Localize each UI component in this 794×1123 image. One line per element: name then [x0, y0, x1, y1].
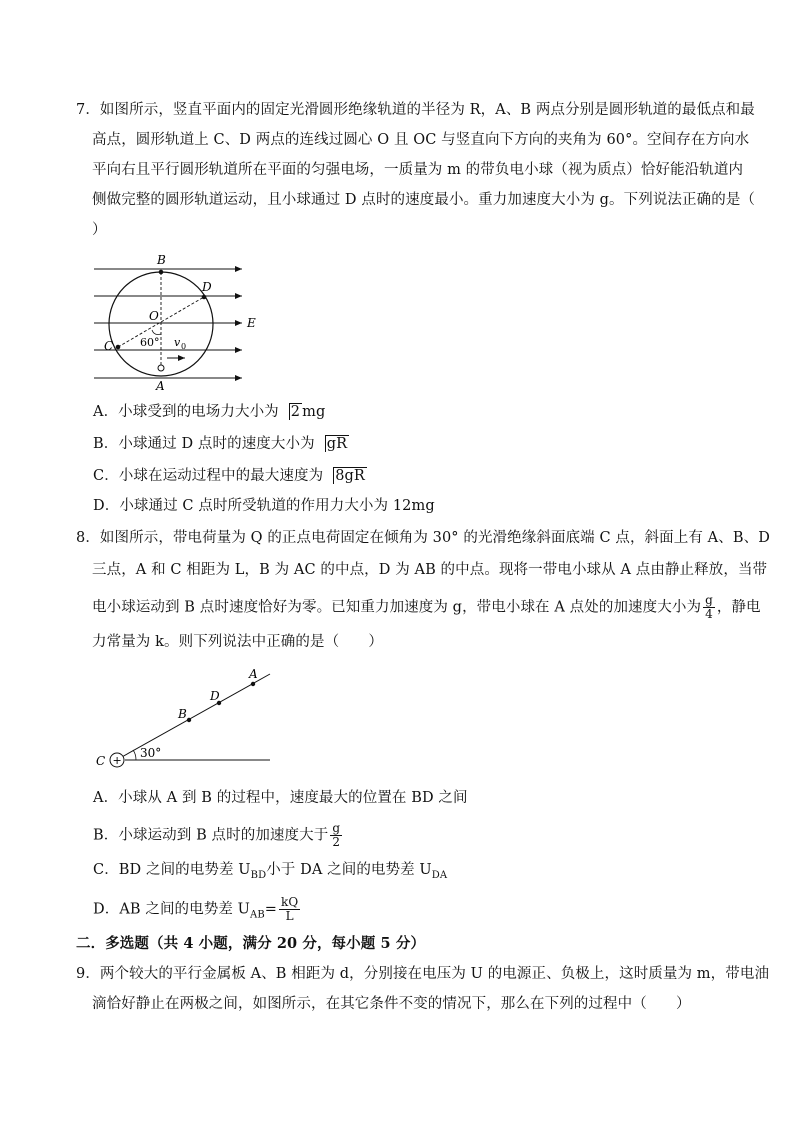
subscript-da: DA	[431, 869, 448, 881]
q7-line-1: 7．如图所示，竖直平面内的固定光滑圆形绝缘轨道的半径为 R，A、B 两点分别是圆形轨道的最低点和最	[76, 102, 755, 118]
q7-option-c	[93, 466, 367, 486]
label-60deg: 60°	[140, 336, 160, 349]
fraction-g-over-2	[330, 822, 342, 849]
frac-denominator: 2	[332, 835, 341, 849]
label-o: O	[149, 309, 159, 323]
label-v-sub: 0	[181, 342, 187, 351]
q7-option-a-unit: mg	[302, 404, 326, 420]
q8-option-a: A．小球从 A 到 B 的过程中，速度最大的位置在 BD 之间	[93, 790, 468, 806]
q7-line-3: 平向右且平行圆形轨道所在平面的匀强电场，一质量为 m 的带负电小球（视为质点）恰好能沿轨道内	[92, 162, 744, 178]
q7-option-a	[93, 402, 325, 422]
subscript-ab: AB	[250, 909, 265, 921]
q7-option-b	[93, 434, 349, 454]
q7-option-d: D．小球通过 C 点时所受轨道的作用力大小为 12mg	[93, 498, 435, 514]
q8-option-b	[93, 822, 344, 849]
label-d: D	[202, 280, 212, 294]
q8-line-4: 力常量为 k。则下列说法中正确的是（ ）	[92, 634, 383, 650]
q7-option-a-text: A．小球受到的电场力大小为	[93, 404, 279, 420]
sqrt-symbol	[323, 466, 367, 486]
q8-line-3-tail: ，静电	[716, 599, 761, 616]
q8-option-c-text: C．BD 之间的电势差 U	[93, 862, 251, 878]
frac-numerator: g	[332, 821, 341, 835]
q7-line-5: ）	[92, 222, 107, 238]
frac-numerator: g	[705, 593, 713, 607]
q9-line-2: 滴恰好静止在两极之间，如图所示，在其它条件不变的情况下，那么在下列的过程中（ ）	[92, 996, 691, 1012]
q9-line-1: 9．两个较大的平行金属板 A、B 相距为 d，分别接在电压为 U 的电源正、负极上，这时质量为 m，带电油	[76, 966, 770, 982]
q7-line-2: 高点，圆形轨道上 C、D 两点的连线过圆心 O 且 OC 与竖直向下方向的夹角为 60°。空间存在方向水	[92, 132, 750, 148]
q7-option-c-text: C．小球在运动过程中的最大速度为	[93, 468, 324, 484]
q8-line-1: 8．如图所示，带电荷量为 Q 的正点电荷固定在倾角为 30° 的光滑绝缘斜面底端 C 点，斜面上有 A、B、D	[76, 530, 770, 546]
label-c: C	[104, 339, 114, 353]
q7-circle-figure	[90, 250, 270, 395]
q8-option-b-text: B．小球运动到 B 点时的加速度大于	[93, 827, 329, 844]
q8-option-d	[93, 896, 302, 925]
label-b: B	[178, 707, 187, 721]
frac-denominator: L	[285, 909, 294, 923]
label-a: A	[249, 667, 258, 681]
plus-sign: +	[112, 754, 122, 767]
label-d: D	[210, 689, 220, 703]
label-v: v	[174, 336, 181, 349]
q7-line-4: 侧做完整的圆形轨道运动，且小球通过 D 点时的速度最小。重力加速度大小为 g。下列说法正确的是（	[92, 192, 756, 208]
sqrt-symbol	[279, 402, 302, 422]
frac-numerator: kQ	[281, 895, 299, 909]
fraction-g-over-4	[703, 594, 715, 621]
q8-line-3	[92, 594, 761, 621]
frac-denominator: 4	[705, 607, 713, 621]
q8-option-c	[93, 860, 447, 886]
label-a: A	[156, 379, 165, 393]
q7-option-c-radicand: 8gR	[335, 468, 365, 484]
q8-line-3-text: 电小球运动到 B 点时速度恰好为零。已知重力加速度为 g，带电小球在 A 点处的加速度大小为	[92, 599, 702, 616]
q8-incline-figure	[92, 664, 277, 774]
sqrt-symbol	[315, 434, 349, 454]
label-e: E	[247, 316, 256, 330]
q8-option-c-mid: 小于 DA 之间的电势差 U	[266, 862, 432, 878]
subscript-bd: BD	[250, 869, 267, 881]
section-heading: 二．多选题（共 4 小题，满分 20 分，每小题 5 分）	[76, 935, 426, 952]
label-b: B	[157, 253, 166, 267]
q7-option-b-radicand: gR	[326, 436, 348, 452]
q8-option-d-text: D．AB 之间的电势差 U	[93, 901, 250, 918]
equals-sign: =	[264, 901, 278, 918]
label-30deg: 30°	[140, 746, 162, 760]
label-c: C	[96, 754, 106, 768]
fraction-kq-over-l	[279, 896, 300, 923]
q8-line-2: 三点，A 和 C 相距为 L，B 为 AC 的中点，D 为 AB 的中点。现将一带电小球从 A 点由静止释放，当带	[92, 562, 768, 578]
q7-option-b-text: B．小球通过 D 点时的速度大小为	[93, 436, 315, 452]
q7-option-a-radicand: 2	[290, 404, 301, 420]
